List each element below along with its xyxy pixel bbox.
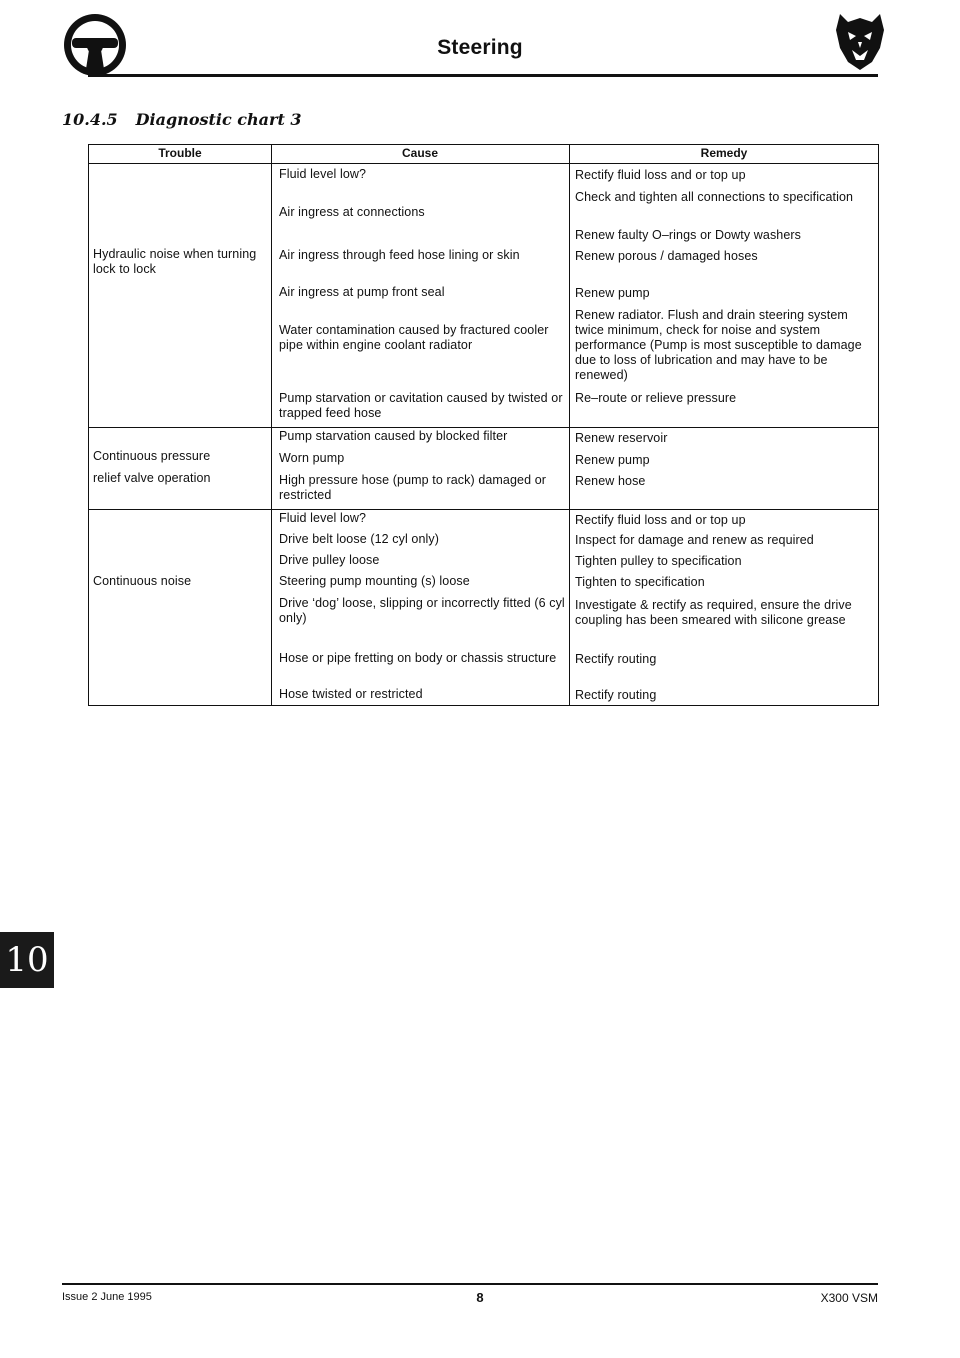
trouble-cell: Continuous noise bbox=[93, 574, 192, 588]
page-title: Steering bbox=[437, 36, 523, 59]
remedy-cell: Renew faulty O–rings or Dowty washers bbox=[575, 228, 802, 242]
header-divider bbox=[89, 163, 878, 164]
cause-cell: Drive ‘dog’ loose, slipping or incorrectly fitted (6 cyl only) bbox=[279, 596, 565, 625]
footer-issue-date: Issue 2 June 1995 bbox=[62, 1291, 152, 1303]
cause-cell: Pump starvation caused by blocked filter bbox=[279, 429, 508, 443]
column-divider bbox=[271, 145, 272, 705]
trouble-cell bbox=[93, 449, 267, 486]
jaguar-head-logo bbox=[832, 8, 888, 74]
cause-cell: Drive belt loose (12 cyl only) bbox=[279, 532, 440, 546]
remedy-cell: Renew pump bbox=[575, 286, 650, 300]
remedy-cell: Renew hose bbox=[575, 474, 646, 488]
chapter-tab: 10 bbox=[0, 932, 54, 988]
trouble-line: relief valve operation bbox=[93, 471, 211, 485]
remedy-cell: Renew radiator. Flush and drain steering system twice minimum, check for noise and system performance (Pump is most susceptible to damage due to loss of lubrication and may have to be renewed) bbox=[575, 308, 862, 382]
remedy-cell: Check and tighten all connections to specification bbox=[575, 190, 854, 204]
diagnostic-chart-table bbox=[88, 144, 879, 706]
remedy-cell: Tighten to specification bbox=[575, 575, 705, 589]
group-divider bbox=[89, 427, 878, 428]
remedy-cell: Renew reservoir bbox=[575, 431, 668, 445]
header-remedy: Remedy bbox=[700, 146, 748, 160]
trouble-line: Continuous pressure bbox=[93, 449, 211, 463]
cause-cell: High pressure hose (pump to rack) damaged or restricted bbox=[279, 473, 547, 502]
trouble-cell: Hydraulic noise when turning lock to lock bbox=[93, 247, 257, 276]
footer-document-code: X300 VSM bbox=[820, 1291, 878, 1305]
header-trouble: Trouble bbox=[158, 146, 202, 160]
footer-page-number: 8 bbox=[476, 1290, 484, 1305]
cause-cell: Air ingress through feed hose lining or skin bbox=[279, 248, 520, 262]
remedy-cell: Investigate & rectify as required, ensure the drive coupling has been smeared with silicone grease bbox=[575, 598, 852, 627]
remedy-cell: Renew pump bbox=[575, 453, 650, 467]
cause-cell: Worn pump bbox=[279, 451, 345, 465]
section-number: 10.4.5 bbox=[62, 110, 118, 129]
remedy-cell: Tighten pulley to specification bbox=[575, 554, 742, 568]
footer-rule bbox=[62, 1283, 878, 1285]
remedy-cell: Rectify fluid loss and or top up bbox=[575, 168, 746, 182]
remedy-cell: Inspect for damage and renew as required bbox=[575, 533, 814, 547]
cause-cell: Water contamination caused by fractured cooler pipe within engine coolant radiator bbox=[279, 323, 549, 352]
header-rule bbox=[88, 74, 878, 77]
header-cause: Cause bbox=[401, 146, 439, 160]
cause-cell: Pump starvation or cavitation caused by twisted or trapped feed hose bbox=[279, 391, 563, 420]
group-divider bbox=[89, 509, 878, 510]
remedy-cell: Rectify routing bbox=[575, 652, 657, 666]
cause-cell: Fluid level low? bbox=[279, 167, 367, 181]
column-divider bbox=[569, 145, 570, 705]
remedy-cell: Rectify routing bbox=[575, 688, 657, 702]
cause-cell: Drive pulley loose bbox=[279, 553, 380, 567]
remedy-cell: Renew porous / damaged hoses bbox=[575, 249, 758, 263]
section-heading bbox=[62, 110, 302, 129]
cause-cell: Air ingress at pump front seal bbox=[279, 285, 445, 299]
cause-cell: Air ingress at connections bbox=[279, 205, 425, 219]
section-title: Diagnostic chart 3 bbox=[135, 110, 302, 129]
remedy-cell: Re–route or relieve pressure bbox=[575, 391, 737, 405]
cause-cell: Steering pump mounting (s) loose bbox=[279, 574, 470, 588]
cause-cell: Hose twisted or restricted bbox=[279, 687, 423, 701]
cause-cell: Fluid level low? bbox=[279, 511, 367, 525]
cause-cell: Hose or pipe fretting on body or chassis structure bbox=[279, 651, 557, 665]
remedy-cell: Rectify fluid loss and or top up bbox=[575, 513, 746, 527]
